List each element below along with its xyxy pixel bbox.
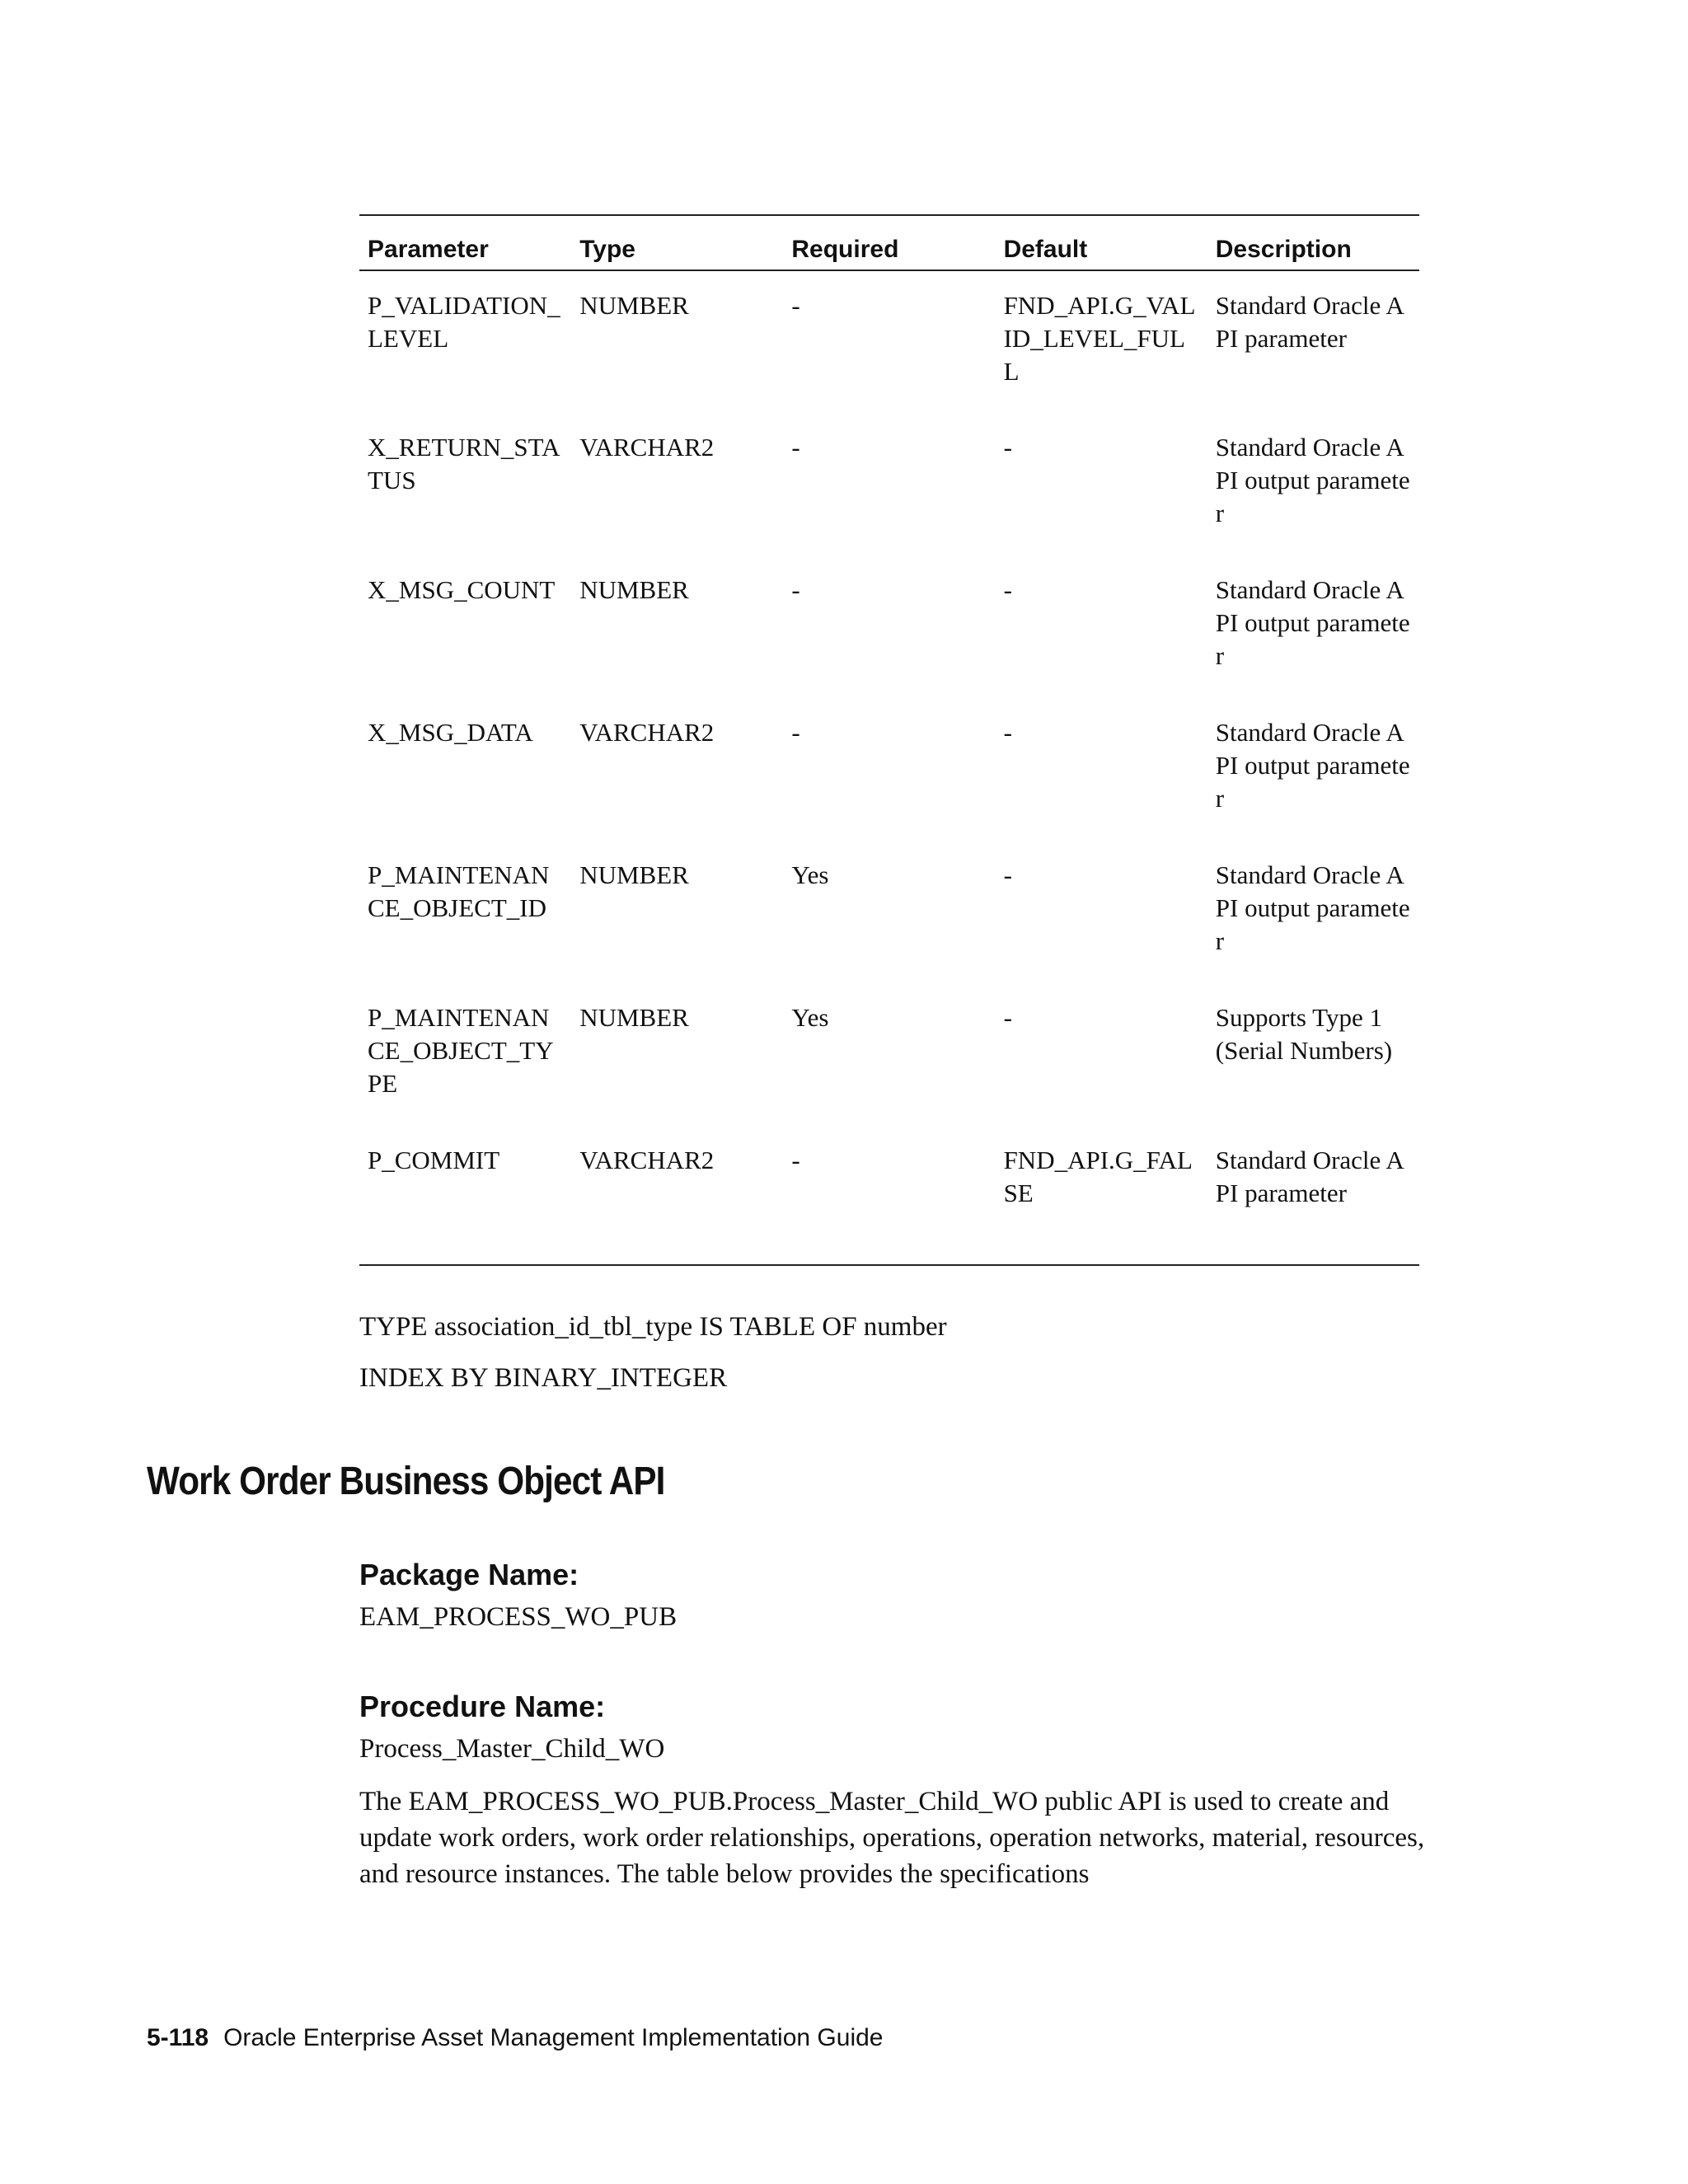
page-footer <box>147 2024 883 2052</box>
table-header-row <box>359 216 1419 270</box>
cell-type: VARCHAR2 <box>579 433 715 462</box>
table-row <box>359 555 1419 698</box>
cell-required: - <box>791 1146 800 1174</box>
cell-type: NUMBER <box>579 860 689 889</box>
section-heading: Work Order Business Object API <box>147 1460 665 1503</box>
cell-parameter: P_MAINTENANCE_OBJECT_TYPE <box>368 1003 554 1098</box>
table-row <box>359 413 1419 555</box>
cell-description: Standard Oracle API output parameter <box>1215 575 1410 670</box>
cell-parameter: P_VALIDATION_LEVEL <box>368 291 560 353</box>
cell-required: - <box>791 575 800 604</box>
cell-parameter: X_MSG_DATA <box>368 718 533 747</box>
package-name-label: Package Name: <box>359 1558 579 1591</box>
cell-description: Standard Oracle API output parameter <box>1215 433 1410 527</box>
page-number: 5-118 <box>147 2024 209 2051</box>
cell-type: NUMBER <box>579 575 689 604</box>
package-name-value: EAM_PROCESS_WO_PUB <box>359 1602 678 1632</box>
cell-required: - <box>791 291 800 320</box>
cell-default: - <box>1003 718 1012 747</box>
cell-default: - <box>1003 860 1012 889</box>
cell-type: VARCHAR2 <box>579 1146 715 1174</box>
cell-type: NUMBER <box>579 291 689 320</box>
cell-default: FND_API.G_VALID_LEVEL_FULL <box>1003 291 1196 386</box>
cell-parameter: P_COMMIT <box>368 1146 500 1174</box>
table-row <box>359 983 1419 1126</box>
header-description: Description <box>1207 216 1419 270</box>
body-paragraph: The EAM_PROCESS_WO_PUB.Process_Master_Child_WO public API is used to create and update work orders, work order relationships, operations, operation networks, material, resources, and resource instances. The table below provides the specifications <box>359 1787 1425 1889</box>
type-declaration-line-2: INDEX BY BINARY_INTEGER <box>359 1363 728 1393</box>
cell-description: Standard Oracle API parameter <box>1215 291 1404 353</box>
cell-type: NUMBER <box>579 1003 689 1032</box>
parameter-table <box>359 214 1419 1266</box>
table-row <box>359 841 1419 983</box>
cell-default: - <box>1003 575 1012 604</box>
header-parameter: Parameter <box>359 216 571 270</box>
cell-description: Supports Type 1 (Serial Numbers) <box>1215 1003 1393 1065</box>
procedure-name-value: Process_Master_Child_WO <box>359 1734 665 1764</box>
cell-required: Yes <box>791 860 829 889</box>
cell-default: - <box>1003 1003 1012 1032</box>
header-type: Type <box>571 216 783 270</box>
cell-default: FND_API.G_FALSE <box>1003 1146 1193 1207</box>
cell-description: Standard Oracle API parameter <box>1215 1146 1404 1207</box>
cell-parameter: X_MSG_COUNT <box>368 575 556 604</box>
cell-required: Yes <box>791 1003 829 1032</box>
table-row <box>359 1126 1419 1264</box>
cell-required: - <box>791 718 800 747</box>
cell-default: - <box>1003 433 1012 462</box>
cell-parameter: P_MAINTENANCE_OBJECT_ID <box>368 860 550 922</box>
table-row <box>359 270 1419 413</box>
cell-description: Standard Oracle API output parameter <box>1215 860 1410 955</box>
table-row <box>359 698 1419 841</box>
procedure-name-label: Procedure Name: <box>359 1690 606 1723</box>
type-declaration-line-1: TYPE association_id_tbl_type IS TABLE OF number <box>359 1312 947 1342</box>
header-default: Default <box>996 216 1207 270</box>
cell-parameter: X_RETURN_STATUS <box>368 433 560 494</box>
document-title: Oracle Enterprise Asset Management Implementation Guide <box>223 2024 884 2051</box>
cell-required: - <box>791 433 800 462</box>
cell-type: VARCHAR2 <box>579 718 715 747</box>
header-required: Required <box>783 216 995 270</box>
cell-description: Standard Oracle API output parameter <box>1215 718 1410 813</box>
